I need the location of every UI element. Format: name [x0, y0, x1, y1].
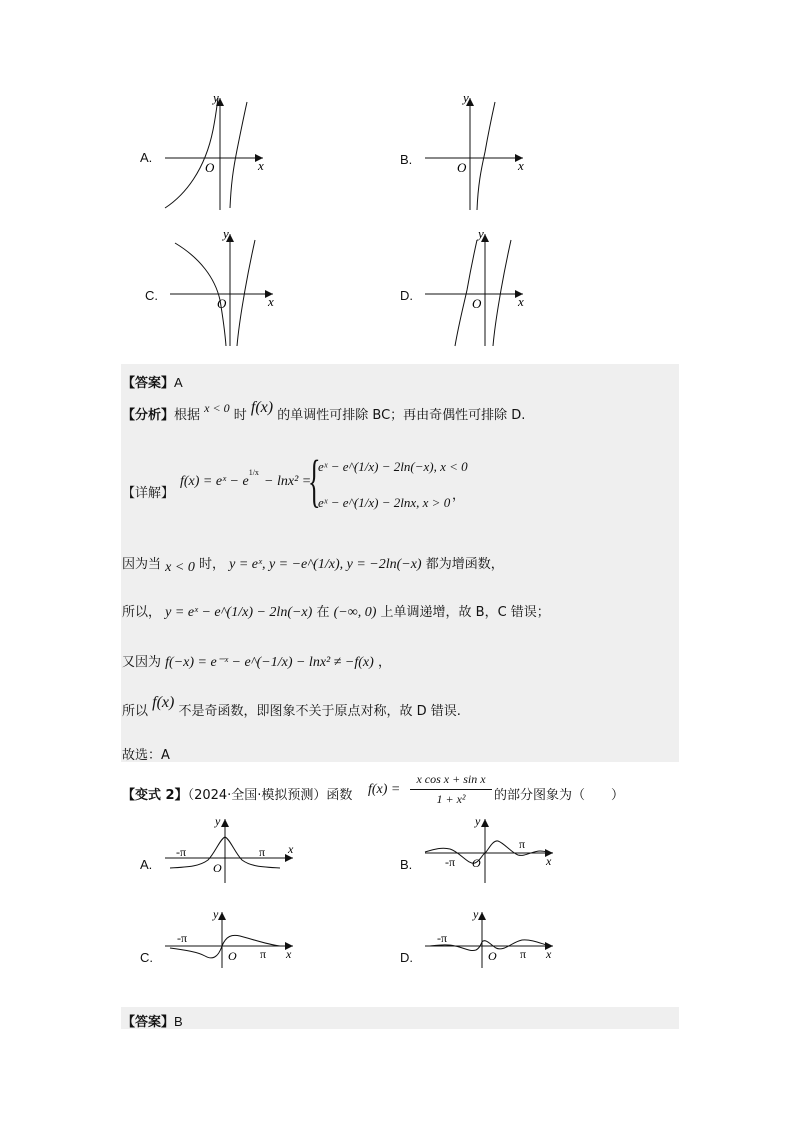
variant-lhs: f(x) = — [368, 782, 401, 797]
analysis-text-1: 根据 — [174, 408, 201, 423]
variant-fraction — [410, 772, 492, 807]
so-t1: 所以， — [122, 605, 162, 620]
x-label: x — [268, 294, 274, 309]
x-label: x — [258, 158, 264, 173]
thus-t1: 所以 — [122, 704, 149, 719]
detail-lhs-exp: 1/x — [248, 468, 259, 477]
detail-tag: 【详解】 — [122, 486, 175, 501]
graph-q2-a — [160, 815, 300, 885]
detail-end: ， — [452, 488, 466, 503]
y-label: y — [475, 815, 481, 828]
pi-label: π — [519, 837, 526, 851]
because-cond: x < 0 — [165, 560, 195, 575]
detail-case-1: eˣ − e^(1/x) − 2ln(−x), x < 0 — [318, 459, 468, 474]
neg-pi-label: -π — [176, 845, 187, 859]
curve — [477, 102, 495, 210]
x-label: x — [518, 294, 524, 309]
x-label: x — [286, 947, 292, 961]
so-interval: (−∞, 0) — [333, 605, 377, 620]
curve-right — [237, 240, 255, 346]
origin-label: O — [213, 861, 222, 875]
x-label: x — [546, 947, 552, 961]
curve-right — [493, 240, 511, 346]
origin-label: O — [472, 296, 482, 311]
variant-tag: 【变式 2】 — [122, 788, 188, 803]
thus-func: f(x) — [152, 694, 175, 711]
q2-option-d-label: D. — [400, 950, 413, 965]
thus-t2: 不是奇函数，即图象不关于原点对称，故 D 错误. — [178, 704, 461, 719]
y-arrow-icon — [218, 912, 226, 920]
graph-q1-d — [415, 228, 535, 350]
analysis-tag: 【分析】 — [122, 408, 175, 423]
answer2-tag: 【答案】 — [122, 1015, 175, 1030]
variant-line — [122, 784, 352, 803]
answer-1 — [122, 372, 183, 391]
neg-pi-label: -π — [437, 931, 448, 945]
because-funcs: y = eˣ, y = −e^(1/x), y = −2ln(−x) — [229, 557, 422, 572]
detail-lhs-block — [180, 470, 311, 490]
y-arrow-icon — [478, 912, 486, 920]
because-line — [122, 553, 504, 573]
x-label: x — [288, 842, 294, 856]
curve-left — [165, 98, 218, 208]
variant-tail: 的部分图象为（ ） — [494, 788, 625, 803]
answer2-value: B — [174, 1014, 183, 1029]
graph-q2-b — [420, 815, 560, 885]
graph-q2-c — [160, 908, 300, 970]
y-label: y — [213, 908, 219, 921]
origin-label: O — [472, 856, 481, 870]
also-t2: ， — [377, 655, 391, 670]
detail-lhs-tail: − lnx² = — [264, 474, 312, 489]
graph-q1-c — [165, 228, 285, 350]
analysis-text-2: 时 — [233, 408, 247, 423]
graph-q2-d — [420, 908, 560, 970]
pi-label: π — [259, 845, 266, 859]
answer-2-panel — [121, 1007, 679, 1029]
choose-line: 故选：A — [122, 748, 170, 763]
detail-lhs: f(x) = eˣ − e — [180, 474, 249, 489]
analysis-line — [122, 399, 526, 427]
y-label: y — [223, 228, 229, 241]
option-d-label: D. — [400, 288, 413, 303]
q2-option-a-label: A. — [140, 857, 153, 872]
analysis-text-3: 的单调性可排除 BC；再由奇偶性可排除 D. — [277, 408, 526, 423]
because-t2: 时， — [198, 557, 225, 572]
y-label: y — [463, 90, 469, 105]
x-label: x — [518, 158, 524, 173]
brace-icon: { — [308, 448, 321, 513]
analysis-func: f(x) — [250, 399, 274, 416]
curve-left — [455, 240, 477, 346]
origin-label: O — [205, 160, 215, 175]
also-line — [122, 651, 391, 671]
y-label: y — [213, 90, 219, 105]
y-label: y — [215, 815, 221, 828]
neg-pi-label: -π — [445, 855, 456, 869]
y-label: y — [478, 228, 484, 241]
pi-label: π — [520, 947, 527, 961]
option-a-label: A. — [140, 150, 153, 165]
because-t3: 都为增函数， — [425, 557, 504, 572]
origin-label: O — [228, 949, 237, 963]
curve-right — [230, 102, 247, 208]
analysis-cond: x < 0 — [204, 401, 230, 415]
so-line — [122, 601, 550, 621]
answer-tag: 【答案】 — [122, 376, 175, 391]
answer-value: A — [174, 375, 183, 390]
variant-source: （2024·全国·模拟预测）函数 — [187, 788, 353, 803]
detail-case-2: eˣ − e^(1/x) − 2lnx, x > 0 — [318, 495, 451, 510]
pi-label: π — [260, 947, 267, 961]
option-b-label: B. — [400, 152, 413, 167]
also-expr: f(−x) = e⁻ˣ − e^(−1/x) − lnx² ≠ −f(x) — [165, 655, 374, 670]
y-arrow-icon — [481, 819, 489, 827]
q2-option-c-label: C. — [140, 950, 153, 965]
answer-2 — [122, 1011, 183, 1030]
thus-line — [122, 694, 461, 720]
so-t3: 上单调递增，故 B，C 错误； — [380, 605, 550, 620]
graph-q1-a — [155, 90, 275, 215]
y-arrow-icon — [221, 819, 229, 827]
q2-option-b-label: B. — [400, 857, 413, 872]
variant-denominator: 1 + x² — [436, 792, 466, 806]
because-t1: 因为当 — [122, 557, 162, 572]
y-label: y — [473, 908, 479, 921]
neg-pi-label: -π — [177, 931, 188, 945]
so-t2: 在 — [316, 605, 330, 620]
variant-numerator: x cos x + sin x — [410, 772, 492, 790]
origin-label: O — [217, 296, 227, 311]
origin-label: O — [457, 160, 467, 175]
x-label: x — [546, 854, 552, 868]
origin-label: O — [488, 949, 497, 963]
graph-q1-b — [415, 90, 535, 215]
also-t1: 又因为 — [122, 655, 162, 670]
option-c-label: C. — [145, 288, 158, 303]
so-expr: y = eˣ − e^(1/x) − 2ln(−x) — [165, 605, 313, 620]
